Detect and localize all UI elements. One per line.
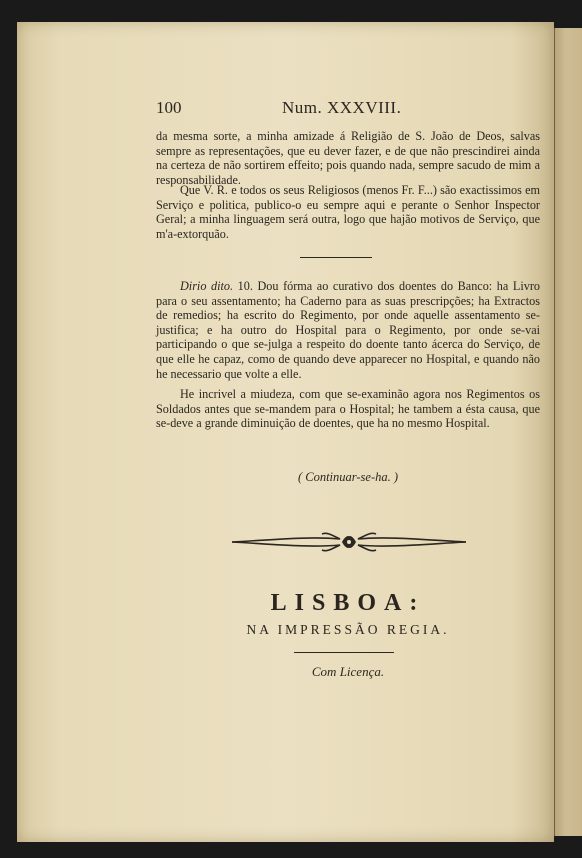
imprint-divider [294,652,394,653]
running-head: Num. XXXVIII. [282,98,402,117]
adjacent-page-edge [554,28,582,836]
ornamental-rule-icon [230,530,468,554]
page-header [156,98,540,122]
paragraph-1: da mesma sorte, a minha amizade á Religião de S. João de Deos, salvas sempre as representações, que eu dever fazer, e de que não prescindirei ainda na certeza de não sortirem effeito; pois quando nada, sempre sacudo de mim a responsabilidade. [156,129,540,187]
imprint-licence: Com Licença. [311,664,385,679]
page-number: 100 [156,98,182,117]
section-divider [300,257,372,258]
imprint-city: LISBOA: [270,590,426,616]
paragraph-2: Que V. R. e todos os seus Religiosos (menos Fr. F...) são exactissimos em Serviço e politica, publico-o eu sempre aqui e perante o Senhor Inspector Geral; a minha linguagem será outra, logo que hajão motivos de Serviço, que m'a-extorquão. [156,183,540,241]
imprint-press: NA IMPRESSÃO REGIA. [246,622,450,637]
paragraph-3 [156,279,540,381]
paragraph-3-text: 10. Dou fórma ao curativo dos doentes do Banco: ha Livro para o seu assentamento; ha Caderno para as suas prescripções; ha Extractos de remedios; ha escrito do Regimento, por onde aquelle assentamento se-justifica; e ha outro do Hospital para o Regimento, por onde se-vai participando o que se-julga a respeito do doente tanto ácerca do Serviço, de que elle he capaz, como de quando deve apparecer no Hospital, e quando não he necessario que volte a elle. [156,279,540,381]
continuation-note: ( Continuar-se-ha. ) [297,470,399,484]
date-lead: Dirio dito. [180,279,234,293]
paragraph-4: He incrivel a miudeza, com que se-examinão agora nos Regimentos os Soldados antes que se-mandem para o Hospital; he tambem a ésta causa, que se-deve a grande diminuição de doentes, que ha no mesmo Hospital. [156,387,540,431]
